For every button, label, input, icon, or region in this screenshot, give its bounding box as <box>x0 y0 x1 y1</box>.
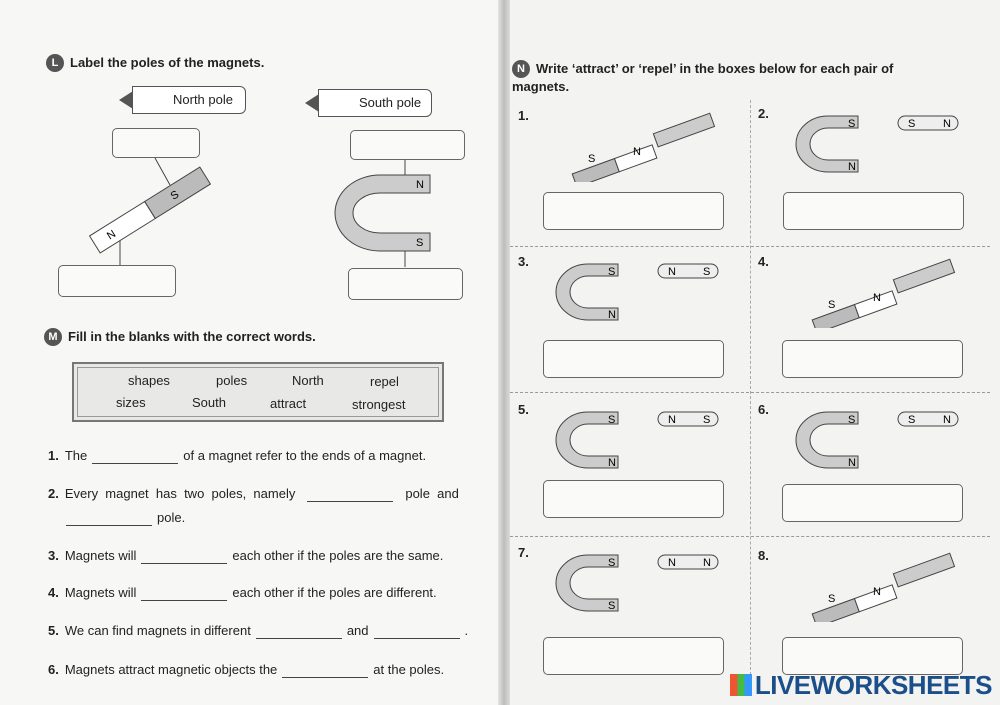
pole-label: S <box>168 188 182 203</box>
word: strongest <box>352 397 406 412</box>
text: at the poles. <box>373 662 445 677</box>
pole-label: S <box>703 414 711 426</box>
text: and <box>346 623 369 638</box>
word: shapes <box>128 373 170 388</box>
section-badge: N <box>512 60 530 78</box>
divider <box>510 246 990 247</box>
text: The <box>64 448 88 463</box>
text: of a magnet refer to the ends of a magnet. <box>183 448 427 463</box>
item-number: 4. <box>758 254 769 269</box>
blank-input[interactable] <box>256 625 342 639</box>
label-text: South pole <box>359 95 422 110</box>
magnet-pair-illustration <box>548 547 728 619</box>
pole-label: N <box>104 228 119 243</box>
question-3 <box>48 548 443 564</box>
text: 5. <box>48 623 59 638</box>
pole-label: S <box>608 557 616 569</box>
divider <box>510 536 990 537</box>
magnet-pair-illustration <box>788 256 968 328</box>
pole-label: N <box>668 557 676 569</box>
answer-box-horseshoe-bottom[interactable] <box>348 268 463 300</box>
blank-input[interactable] <box>282 664 368 678</box>
word: poles <box>216 373 248 388</box>
item-number: 1. <box>518 108 529 123</box>
item-number: 3. <box>518 254 529 269</box>
book-gutter <box>498 0 510 705</box>
magnet-pair-illustration <box>548 404 728 476</box>
blank-input[interactable] <box>141 587 227 601</box>
text: pole. <box>157 510 186 525</box>
answer-box-3[interactable] <box>543 340 724 378</box>
word: North <box>292 373 324 388</box>
section-title: Label the poles of the magnets. <box>70 55 265 71</box>
answer-box-1[interactable] <box>543 192 724 230</box>
text: Every magnet has two poles, namely <box>64 486 296 501</box>
text: each other if the poles are the same. <box>232 548 444 563</box>
word-bank <box>72 362 444 422</box>
magnet-pair-illustration <box>788 404 968 476</box>
word: South <box>192 395 226 410</box>
answer-box-6[interactable] <box>782 484 963 522</box>
answer-box-7[interactable] <box>543 637 724 675</box>
section-m-heading <box>44 328 316 346</box>
horseshoe-magnet <box>335 175 430 251</box>
word: sizes <box>116 395 146 410</box>
pole-label: S <box>828 299 836 311</box>
item-number: 2. <box>758 106 769 121</box>
text: LIVEWORKSHEETS <box>754 670 992 700</box>
logo-icon <box>730 674 752 696</box>
answer-box-5[interactable] <box>543 480 724 518</box>
label-text: North pole <box>173 92 233 107</box>
divider <box>750 100 751 690</box>
question-2-cont <box>66 510 185 526</box>
blank-input[interactable] <box>92 450 178 464</box>
label-card-north-pole[interactable] <box>132 86 246 114</box>
pole-label: N <box>668 414 676 426</box>
magnet-illustrations <box>60 155 480 270</box>
section-title: Fill in the blanks with the correct words. <box>68 329 316 345</box>
pole-label: S <box>848 118 856 130</box>
pole-label: S <box>608 414 616 426</box>
text: 6. <box>48 662 59 677</box>
section-n-heading <box>512 60 952 95</box>
item-number: 7. <box>518 545 529 560</box>
pole-label: S <box>416 237 424 249</box>
item-number: 6. <box>758 402 769 417</box>
pole-label: N <box>873 292 881 304</box>
text: Magnets attract magnetic objects the <box>64 662 278 677</box>
pole-label: S <box>703 266 711 278</box>
bar-magnet <box>90 167 211 253</box>
divider <box>510 392 990 393</box>
answer-box-bar-top[interactable] <box>112 128 200 158</box>
pole-label: N <box>873 586 881 598</box>
pole-label: S <box>848 414 856 426</box>
pole-label: S <box>608 266 616 278</box>
question-5 <box>48 623 468 639</box>
pole-label: N <box>416 179 424 191</box>
item-number: 8. <box>758 548 769 563</box>
pole-label: N <box>668 266 676 278</box>
question-6 <box>48 662 444 678</box>
blank-input[interactable] <box>141 550 227 564</box>
pole-label: S <box>588 153 596 165</box>
text: Magnets will <box>64 585 137 600</box>
pole-label: N <box>943 414 951 426</box>
pole-label: S <box>828 593 836 605</box>
answer-box-4[interactable] <box>782 340 963 378</box>
section-badge: L <box>46 54 64 72</box>
magnet-pair-illustration <box>548 256 728 328</box>
word: attract <box>270 396 307 411</box>
item-number: 5. <box>518 402 529 417</box>
label-card-south-pole[interactable] <box>318 89 432 117</box>
text: . <box>464 623 469 638</box>
section-badge: M <box>44 328 62 346</box>
pole-label: S <box>908 118 916 130</box>
section-l-heading <box>46 54 264 72</box>
question-4 <box>48 585 437 601</box>
question-1 <box>48 448 426 464</box>
blank-input[interactable] <box>66 512 152 526</box>
magnet-pair-illustration <box>548 110 728 182</box>
word: repel <box>370 374 399 389</box>
pole-label: S <box>608 600 616 612</box>
pole-label: N <box>703 557 711 569</box>
text: each other if the poles are different. <box>232 585 437 600</box>
magnet-pair-illustration <box>788 108 968 180</box>
answer-box-2[interactable] <box>783 192 964 230</box>
blank-input[interactable] <box>307 488 393 502</box>
pole-label: N <box>848 457 856 469</box>
pole-label: N <box>848 161 856 173</box>
text: Magnets will <box>64 548 137 563</box>
pole-label: N <box>608 309 616 321</box>
pole-label: N <box>943 118 951 130</box>
section-title: Write ‘attract’ or ‘repel’ in the boxes below for each pair of magnets. <box>512 61 894 94</box>
pole-label: N <box>608 457 616 469</box>
magnet-pair-illustration <box>788 550 968 622</box>
text: 3. <box>48 548 59 563</box>
text: pole and <box>405 486 459 501</box>
pole-label: N <box>633 146 641 158</box>
text: 4. <box>48 585 59 600</box>
text: 1. <box>48 448 59 463</box>
pole-label: S <box>908 414 916 426</box>
liveworksheets-logo <box>730 670 992 701</box>
question-2 <box>48 486 459 502</box>
text: 2. <box>48 486 59 501</box>
text: We can find magnets in different <box>64 623 251 638</box>
blank-input[interactable] <box>374 625 460 639</box>
